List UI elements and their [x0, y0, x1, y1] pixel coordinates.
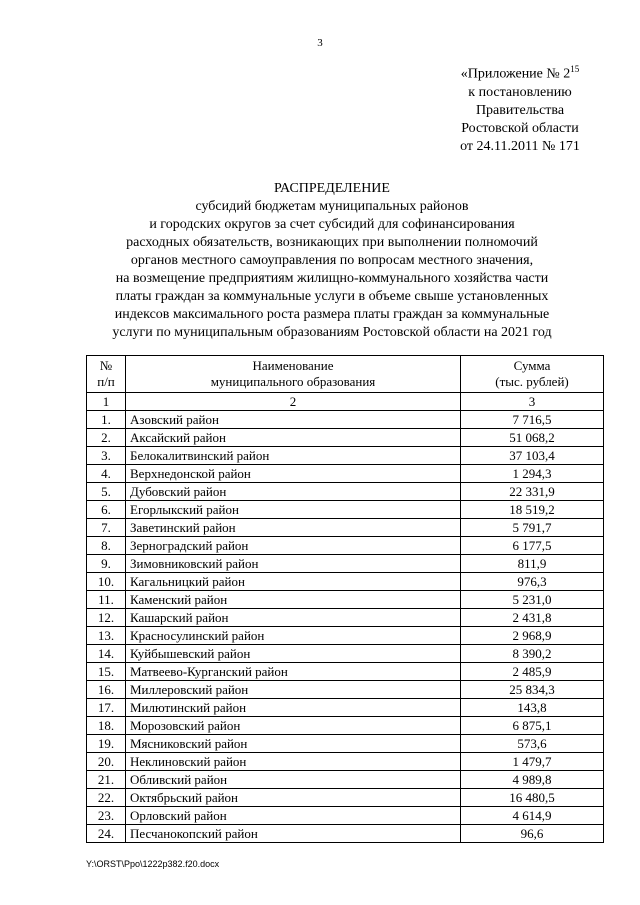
row-number-cell: 18.	[87, 717, 126, 735]
table-row	[87, 771, 604, 789]
municipality-name-cell: Каменский район	[126, 591, 461, 609]
row-number-cell: 12.	[87, 609, 126, 627]
row-number-cell: 21.	[87, 771, 126, 789]
municipality-name-cell: Миллеровский район	[126, 681, 461, 699]
header-name: Наименование муниципального образования	[126, 356, 461, 393]
heading-line: расходных обязательств, возникающих при выполнении полномочий	[126, 235, 538, 250]
table-row	[87, 573, 604, 591]
amount-cell: 6 177,5	[461, 537, 604, 555]
municipality-name-cell: Кашарский район	[126, 609, 461, 627]
table-row	[87, 411, 604, 429]
municipality-name-cell: Верхнедонской район	[126, 465, 461, 483]
municipality-name-cell: Красносулинский район	[126, 627, 461, 645]
row-number-cell: 5.	[87, 483, 126, 501]
row-number-cell: 6.	[87, 501, 126, 519]
table-header-row	[87, 356, 604, 393]
amount-cell: 2 968,9	[461, 627, 604, 645]
amount-cell: 8 390,2	[461, 645, 604, 663]
row-number-cell: 2.	[87, 429, 126, 447]
table-row	[87, 825, 604, 843]
amount-cell: 25 834,3	[461, 681, 604, 699]
municipality-name-cell: Песчанокопский район	[126, 825, 461, 843]
row-number-cell: 1.	[87, 411, 126, 429]
amount-cell: 143,8	[461, 699, 604, 717]
table-row	[87, 591, 604, 609]
row-number-cell: 9.	[87, 555, 126, 573]
heading-line: и городских округов за счет субсидий для софинансирования	[149, 217, 515, 232]
municipality-name-cell: Зимовниковский район	[126, 555, 461, 573]
table-row	[87, 465, 604, 483]
municipality-name-cell: Орловский район	[126, 807, 461, 825]
municipality-name-cell: Морозовский район	[126, 717, 461, 735]
row-number-cell: 15.	[87, 663, 126, 681]
table-row	[87, 501, 604, 519]
row-number-cell: 3.	[87, 447, 126, 465]
municipality-name-cell: Неклиновский район	[126, 753, 461, 771]
table-row	[87, 735, 604, 753]
municipality-name-cell: Заветинский район	[126, 519, 461, 537]
municipality-name-cell: Кагальницкий район	[126, 573, 461, 591]
appendix-line-5: от 24.11.2011 № 171	[460, 138, 580, 154]
heading-line: платы граждан за коммунальные услуги в объеме свыше установленных	[115, 289, 549, 304]
table-row	[87, 429, 604, 447]
table-row	[87, 789, 604, 807]
row-number-cell: 13.	[87, 627, 126, 645]
amount-cell: 573,6	[461, 735, 604, 753]
municipality-name-cell: Азовский район	[126, 411, 461, 429]
row-number-cell: 16.	[87, 681, 126, 699]
table-row	[87, 555, 604, 573]
heading-line: индексов максимального роста размера платы граждан за коммунальные	[114, 307, 550, 322]
amount-cell: 18 519,2	[461, 501, 604, 519]
heading-line: органов местного самоуправления по вопросам местного значения,	[130, 253, 534, 268]
page-number: 3	[317, 37, 323, 49]
appendix-line-2: к постановлению	[468, 84, 572, 100]
amount-cell: 4 614,9	[461, 807, 604, 825]
amount-cell: 37 103,4	[461, 447, 604, 465]
subsidy-table	[86, 355, 604, 843]
document-title: РАСПРЕДЕЛЕНИЕ	[274, 181, 390, 196]
row-number-cell: 4.	[87, 465, 126, 483]
municipality-name-cell: Куйбышевский район	[126, 645, 461, 663]
municipality-name-cell: Матвеево-Курганский район	[126, 663, 461, 681]
municipality-name-cell: Зерноградский район	[126, 537, 461, 555]
municipality-name-cell: Аксайский район	[126, 429, 461, 447]
row-number-cell: 8.	[87, 537, 126, 555]
appendix-line-4: Ростовской области	[461, 120, 579, 136]
table-row	[87, 753, 604, 771]
file-path-footer: Y:\ORST\Ppo\1222p382.f20.docx	[86, 859, 220, 869]
appendix-superscript: 15	[570, 64, 580, 74]
header-sum: Сумма (тыс. рублей)	[461, 356, 604, 393]
table-row	[87, 609, 604, 627]
row-number-cell: 23.	[87, 807, 126, 825]
table-row	[87, 447, 604, 465]
table-row	[87, 537, 604, 555]
column-index-row	[87, 393, 604, 411]
row-number-cell: 11.	[87, 591, 126, 609]
row-number-cell: 14.	[87, 645, 126, 663]
amount-cell: 96,6	[461, 825, 604, 843]
table-row	[87, 519, 604, 537]
municipality-name-cell: Егорлыкский район	[126, 501, 461, 519]
municipality-name-cell: Обливский район	[126, 771, 461, 789]
table-row	[87, 699, 604, 717]
amount-cell: 51 068,2	[461, 429, 604, 447]
amount-cell: 16 480,5	[461, 789, 604, 807]
index-cell: 1	[87, 393, 126, 411]
municipality-name-cell: Милютинский район	[126, 699, 461, 717]
amount-cell: 811,9	[461, 555, 604, 573]
header-number: № п/п	[87, 356, 126, 393]
table-row	[87, 483, 604, 501]
table-row	[87, 663, 604, 681]
heading-line: услуги по муниципальным образованиям Ростовской области на 2021 год	[112, 325, 552, 340]
row-number-cell: 19.	[87, 735, 126, 753]
amount-cell: 5 791,7	[461, 519, 604, 537]
row-number-cell: 22.	[87, 789, 126, 807]
appendix-line-1: «Приложение № $2^{15}$	[460, 64, 580, 82]
row-number-cell: 24.	[87, 825, 126, 843]
appendix-block	[440, 60, 600, 156]
municipality-name-cell: Октябрьский район	[126, 789, 461, 807]
heading-line: на возмещение предприятиям жилищно-коммунального хозяйства части	[115, 271, 549, 286]
municipality-name-cell: Мясниковский район	[126, 735, 461, 753]
table-row	[87, 717, 604, 735]
appendix-line-3: Правительства	[475, 102, 565, 118]
index-cell: 3	[461, 393, 604, 411]
amount-cell: 2 431,8	[461, 609, 604, 627]
heading-line: субсидий бюджетам муниципальных районов	[195, 199, 469, 214]
row-number-cell: 17.	[87, 699, 126, 717]
index-cell: 2	[126, 393, 461, 411]
amount-cell: 1 479,7	[461, 753, 604, 771]
amount-cell: 2 485,9	[461, 663, 604, 681]
table-row	[87, 681, 604, 699]
municipality-name-cell: Дубовский район	[126, 483, 461, 501]
row-number-cell: 20.	[87, 753, 126, 771]
amount-cell: 4 989,8	[461, 771, 604, 789]
row-number-cell: 7.	[87, 519, 126, 537]
municipality-name-cell: Белокалитвинский район	[126, 447, 461, 465]
table-row	[87, 645, 604, 663]
row-number-cell: 10.	[87, 573, 126, 591]
amount-cell: 7 716,5	[461, 411, 604, 429]
table-row	[87, 807, 604, 825]
amount-cell: 22 331,9	[461, 483, 604, 501]
amount-cell: 976,3	[461, 573, 604, 591]
amount-cell: 5 231,0	[461, 591, 604, 609]
amount-cell: 1 294,3	[461, 465, 604, 483]
document-heading	[60, 180, 604, 342]
amount-cell: 6 875,1	[461, 717, 604, 735]
table-row	[87, 627, 604, 645]
